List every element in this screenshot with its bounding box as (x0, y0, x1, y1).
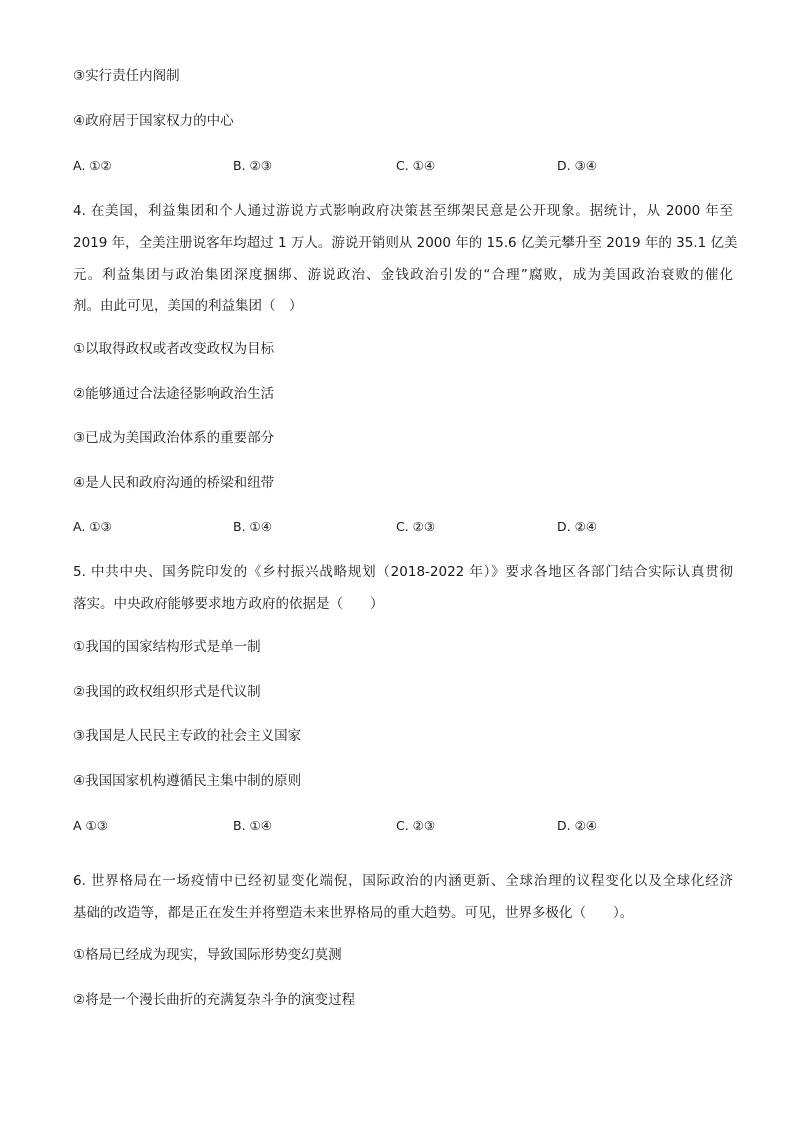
q5-statement-2: ②我国的政权组织形式是代议制 (73, 684, 261, 700)
q6-stem-line-2: 基础的改造等，都是正在发生并将塑造未来世界格局的重大趋势。可见，世界多极化（ ）。 (73, 905, 634, 921)
q5-statement-3: ③我国是人民民主专政的社会主义国家 (73, 728, 302, 744)
q4-stem-line-4: 剂。由此可见，美国的利益集团（ ） (73, 298, 303, 314)
q5-stem-line-2: 落实。中央政府能够要求地方政府的依据是（ ） (73, 596, 384, 612)
q4-stem-line-1: 4. 在美国，利益集团和个人通过游说方式影响政府决策甚至绑架民意是公开现象。据统计，从 2000 年至 (73, 203, 733, 219)
q5-statement-4: ④我国国家机构遵循民主集中制的原则 (73, 773, 302, 789)
q4-statement-4: ④是人民和政府沟通的桥梁和纽带 (73, 475, 275, 491)
q4-option-d: D. ②④ (557, 519, 597, 534)
q5-option-b: B. ①④ (233, 818, 272, 833)
q5-option-c: C. ②③ (396, 818, 436, 833)
q4-option-c: C. ②③ (396, 519, 436, 534)
q5-statement-1: ①我国的国家结构形式是单一制 (73, 639, 261, 655)
q4-statement-3: ③已成为美国政治体系的重要部分 (73, 430, 275, 446)
q3-option-b: B. ②③ (233, 158, 272, 173)
q5-option-a: A ①③ (73, 818, 108, 833)
q5-stem-line-1: 5. 中共中央、国务院印发的《乡村振兴战略规划（2018-2022 年）》要求各地区各部门结合实际认真贯彻 (73, 564, 733, 580)
q6-stem-line-1: 6. 世界格局在一场疫情中已经初显变化端倪，国际政治的内涵更新、全球治理的议程变化以及全球化经济 (73, 873, 733, 889)
q3-option-d: D. ③④ (557, 158, 597, 173)
q4-stem-line-3: 元。利益集团与政治集团深度捆绑、游说政治、金钱政治引发的“合理”腐败，成为美国政治衰败的催化 (73, 267, 733, 283)
q4-option-a: A. ①③ (73, 519, 112, 534)
q6-statement-1: ①格局已经成为现实，导致国际形势变幻莫测 (73, 947, 342, 963)
q6-statement-2: ②将是一个漫长曲折的充满复杂斗争的演变过程 (73, 992, 356, 1008)
q4-option-b: B. ①④ (233, 519, 272, 534)
q3-statement-3: ③实行责任内阁制 (73, 68, 180, 84)
q4-statement-2: ②能够通过合法途径影响政治生活 (73, 386, 275, 402)
q5-option-d: D. ②④ (557, 818, 597, 833)
q3-option-c: C. ①④ (396, 158, 436, 173)
q4-stem-line-2: 2019 年，全美注册说客年均超过 1 万人。游说开销则从 2000 年的 15.6 亿美元攀升至 2019 年的 35.1 亿美 (73, 235, 738, 251)
q3-option-a: A. ①② (73, 158, 112, 173)
q4-statement-1: ①以取得政权或者改变政权为目标 (73, 341, 275, 357)
q3-statement-4: ④政府居于国家权力的中心 (73, 113, 234, 129)
